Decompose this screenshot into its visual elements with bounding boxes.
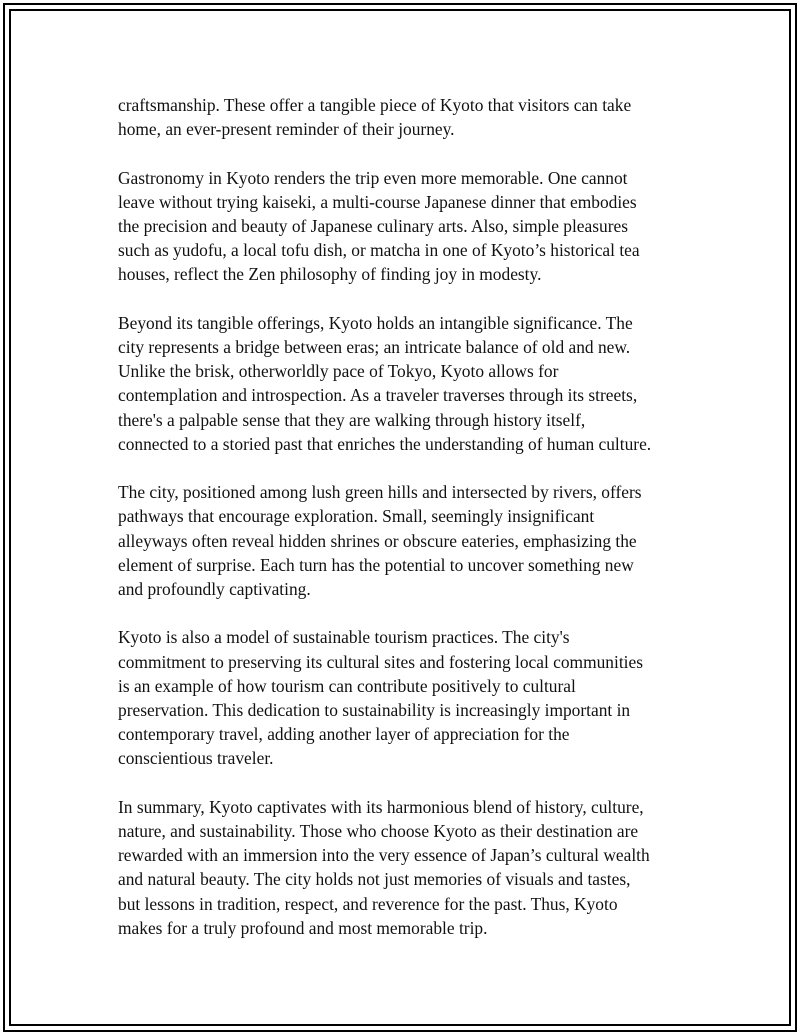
paragraph: In summary, Kyoto captivates with its harmonious blend of history, culture, nature, and sustainability. Those who choose Kyoto as their destination are rewarded with an immersion into the very essence of Japan’s cultural wealth and natural beauty. The city holds not just memories of visuals and tastes, but lessons in tradition, respect, and reverence for the past. Thus, Kyoto makes for a truly profound and most memorable trip.	[118, 796, 650, 938]
paragraph: Kyoto is also a model of sustainable tourism practices. The city's commitment to preserving its cultural sites and fostering local communities is an example of how tourism can contribute positively to cultural preservation. This dedication to sustainability is increasingly important in contemporary travel, adding another layer of appreciation for the conscientious traveler.	[118, 627, 643, 769]
document-body	[118, 93, 688, 964]
paragraph: The city, positioned among lush green hills and intersected by rivers, offers pathways that encourage exploration. Small, seemingly insignificant alleyways often reveal hidden shrines or obscure eateries, emphasizing the element of surprise. Each turn has the potential to uncover something new and profoundly captivating.	[118, 482, 642, 600]
paragraph: Gastronomy in Kyoto renders the trip even more memorable. One cannot leave without trying kaiseki, a multi-course Japanese dinner that embodies the precision and beauty of Japanese culinary arts. Also, simple pleasures such as yudofu, a local tofu dish, or matcha in one of Kyoto’s historical tea houses, reflect the Zen philosophy of finding joy in modesty.	[118, 167, 640, 285]
paragraph: Beyond its tangible offerings, Kyoto holds an intangible significance. The city represents a bridge between eras; an intricate balance of old and new. Unlike the brisk, otherworldly pace of Tokyo, Kyoto allows for contemplation and introspection. As a traveler traverses through its streets, there's a palpable sense that they are walking through history itself, connected to a storied past that enriches the understanding of human culture.	[118, 312, 652, 454]
paragraph: craftsmanship. These offer a tangible piece of Kyoto that visitors can take home, an ever-present reminder of their journey.	[118, 95, 632, 140]
